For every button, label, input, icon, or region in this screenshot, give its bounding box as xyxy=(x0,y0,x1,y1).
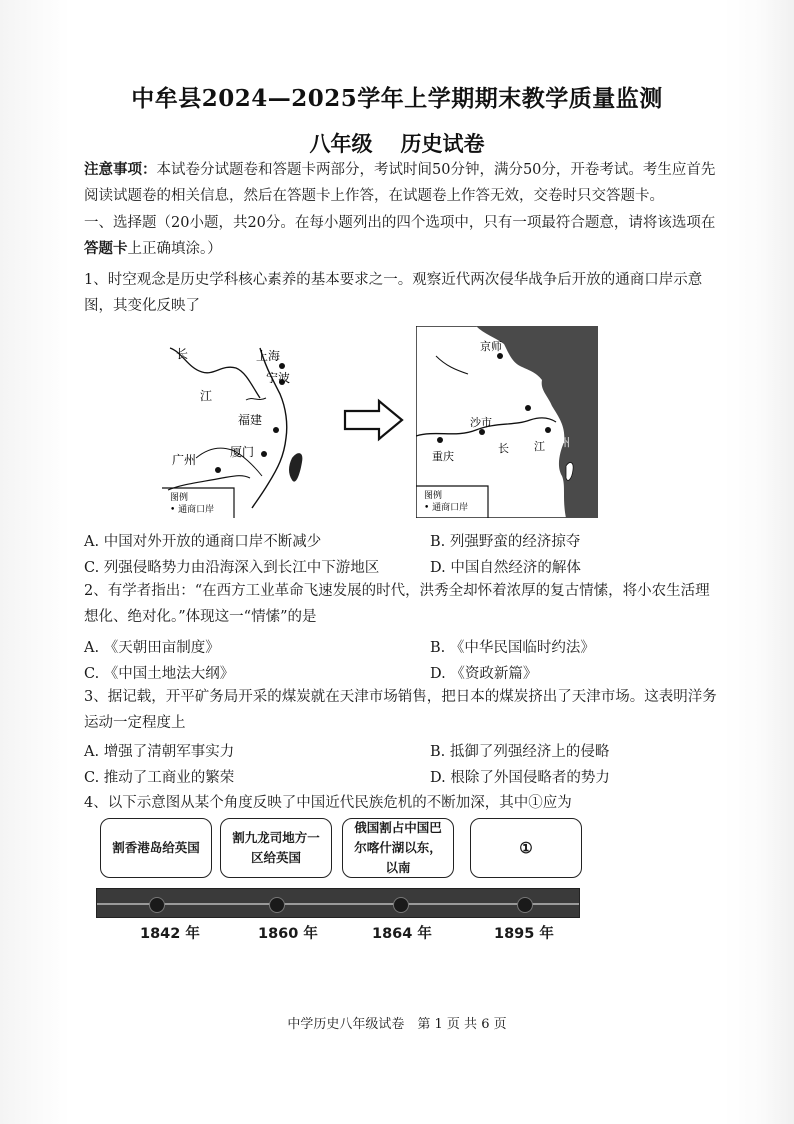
timeline-dot xyxy=(393,897,409,913)
timeline-event-1842: 割香港岛给英国 xyxy=(100,818,212,878)
page-footer: 中学历史八年级试卷 第 1 页 共 6 页 xyxy=(287,1017,507,1032)
notice-line-2: 阅读试题卷的相关信息，然后在答题卡上作答，在试题卷上作答无效，交卷时只交答题卡。 xyxy=(84,188,664,204)
notice-label: 注意事项： xyxy=(84,161,157,178)
section1-line-1: 一、选择题（20小题，共20分。在每小题列出的四个选项中，只有一项最符合题意，请将该选项在 xyxy=(84,215,716,231)
q3-option-d[interactable]: D. 根除了外国侵略者的势力 xyxy=(430,770,610,786)
q2-option-b[interactable]: B. 《中华民国临时约法》 xyxy=(430,640,595,656)
map-after-legend-item: • 通商口岸 xyxy=(424,503,469,513)
map-before-label-xiamen: 厦门 xyxy=(230,445,255,459)
map-after-label-suzhou: 苏州 xyxy=(522,392,544,405)
grade-label: 八年级 xyxy=(309,131,373,156)
q3-option-c[interactable]: C. 推动了工商业的繁荣 xyxy=(84,770,235,786)
map-before-label-ningbo: 宁波 xyxy=(266,371,291,385)
timeline-dot xyxy=(149,897,165,913)
map-after-legend-title: 图例 xyxy=(424,491,443,501)
map-before-label-jiang: 江 xyxy=(200,389,213,403)
timeline-event-1864: 俄国割占中国巴尔喀什湖以东，以南 xyxy=(342,818,454,878)
timeline-axis xyxy=(97,903,579,905)
q3-stem-2: 运动一定程度上 xyxy=(84,715,186,731)
q1-option-a[interactable]: A. 中国对外开放的通商口岸不断减少 xyxy=(84,534,322,550)
map-after-label-jiang: 江 xyxy=(534,440,545,453)
exam-subtitle xyxy=(0,128,794,158)
map-after-label-chongqing: 重庆 xyxy=(432,450,454,463)
section1-line-2 xyxy=(84,236,222,262)
q2-option-a[interactable]: A. 《天朝田亩制度》 xyxy=(84,640,220,656)
timeline-event-blank: ① xyxy=(470,818,582,878)
map-before-label-chang: 长 xyxy=(176,347,189,361)
section1-answer-card: 答题卡 xyxy=(84,240,128,257)
section1-text-rest: 上正确填涂。） xyxy=(127,241,222,257)
map-after-label-shashi: 沙市 xyxy=(470,416,492,429)
q3-option-b[interactable]: B. 抵御了列强经济上的侵略 xyxy=(430,744,610,760)
q1-option-c[interactable]: C. 列强侵略势力由沿海深入到长江中下游地区 xyxy=(84,560,380,576)
timeline-year-4: 1895 年 xyxy=(494,926,554,942)
timeline-bar xyxy=(96,888,580,918)
timeline-event-1860: 割九龙司地方一区给英国 xyxy=(220,818,332,878)
map-after-label-hangzhou: 杭州 xyxy=(548,436,570,449)
map-before-legend-item: • 通商口岸 xyxy=(170,505,215,515)
map-before xyxy=(162,338,352,518)
map-after xyxy=(416,326,598,518)
right-arrow-icon xyxy=(343,398,405,442)
q4-stem: 4、以下示意图从某个角度反映了中国近代民族危机的不断加深，其中①应为 xyxy=(84,795,572,811)
q1-option-b[interactable]: B. 列强野蛮的经济掠夺 xyxy=(430,534,581,550)
map-before-legend-title: 图例 xyxy=(170,493,189,503)
q2-stem-2: 想化、绝对化。”体现这一“情愫”的是 xyxy=(84,609,317,625)
q1-stem-2: 图，其变化反映了 xyxy=(84,298,200,314)
timeline-dot xyxy=(517,897,533,913)
q2-stem-1: 2、有学者指出：“在西方工业革命飞速发展的时代，洪秀全却怀着浓厚的复古情愫，将小农生活理 xyxy=(84,583,710,599)
timeline-dot xyxy=(269,897,285,913)
q2-option-d[interactable]: D. 《资政新篇》 xyxy=(430,666,538,682)
notice-text-1: 本试卷分试题卷和答题卡两部分，考试时间50分钟，满分50分，开卷考试。考生应首先 xyxy=(156,162,716,178)
subject-label: 历史试卷 xyxy=(400,131,485,156)
map-before-label-shanghai: 上海 xyxy=(256,349,281,363)
q1-stem-1: 1、时空观念是历史学科核心素养的基本要求之一。观察近代两次侵华战争后开放的通商口岸示意 xyxy=(84,272,703,288)
q3-stem-1: 3、据记载，开平矿务局开采的煤炭就在天津市场销售，把日本的煤炭挤出了天津市场。这表明洋务 xyxy=(84,689,717,705)
timeline-year-3: 1864 年 xyxy=(372,926,432,942)
timeline-year-2: 1860 年 xyxy=(258,926,318,942)
q3-option-a[interactable]: A. 增强了清朝军事实力 xyxy=(84,744,235,760)
map-before-label-guangzhou: 广州 xyxy=(172,453,197,467)
exam-title: 中牟县2024—2025学年上学期期末教学质量监测 xyxy=(131,85,663,112)
map-after-label-chang: 长 xyxy=(498,442,509,455)
q1-option-d[interactable]: D. 中国自然经济的解体 xyxy=(430,560,581,576)
map-before-label-fujian: 福建 xyxy=(238,413,263,427)
timeline-year-1: 1842 年 xyxy=(140,926,200,942)
notice-line-1 xyxy=(84,157,715,183)
q2-option-c[interactable]: C. 《中国土地法大纲》 xyxy=(84,666,235,682)
map-after-label-jingshi: 京师 xyxy=(480,340,502,353)
